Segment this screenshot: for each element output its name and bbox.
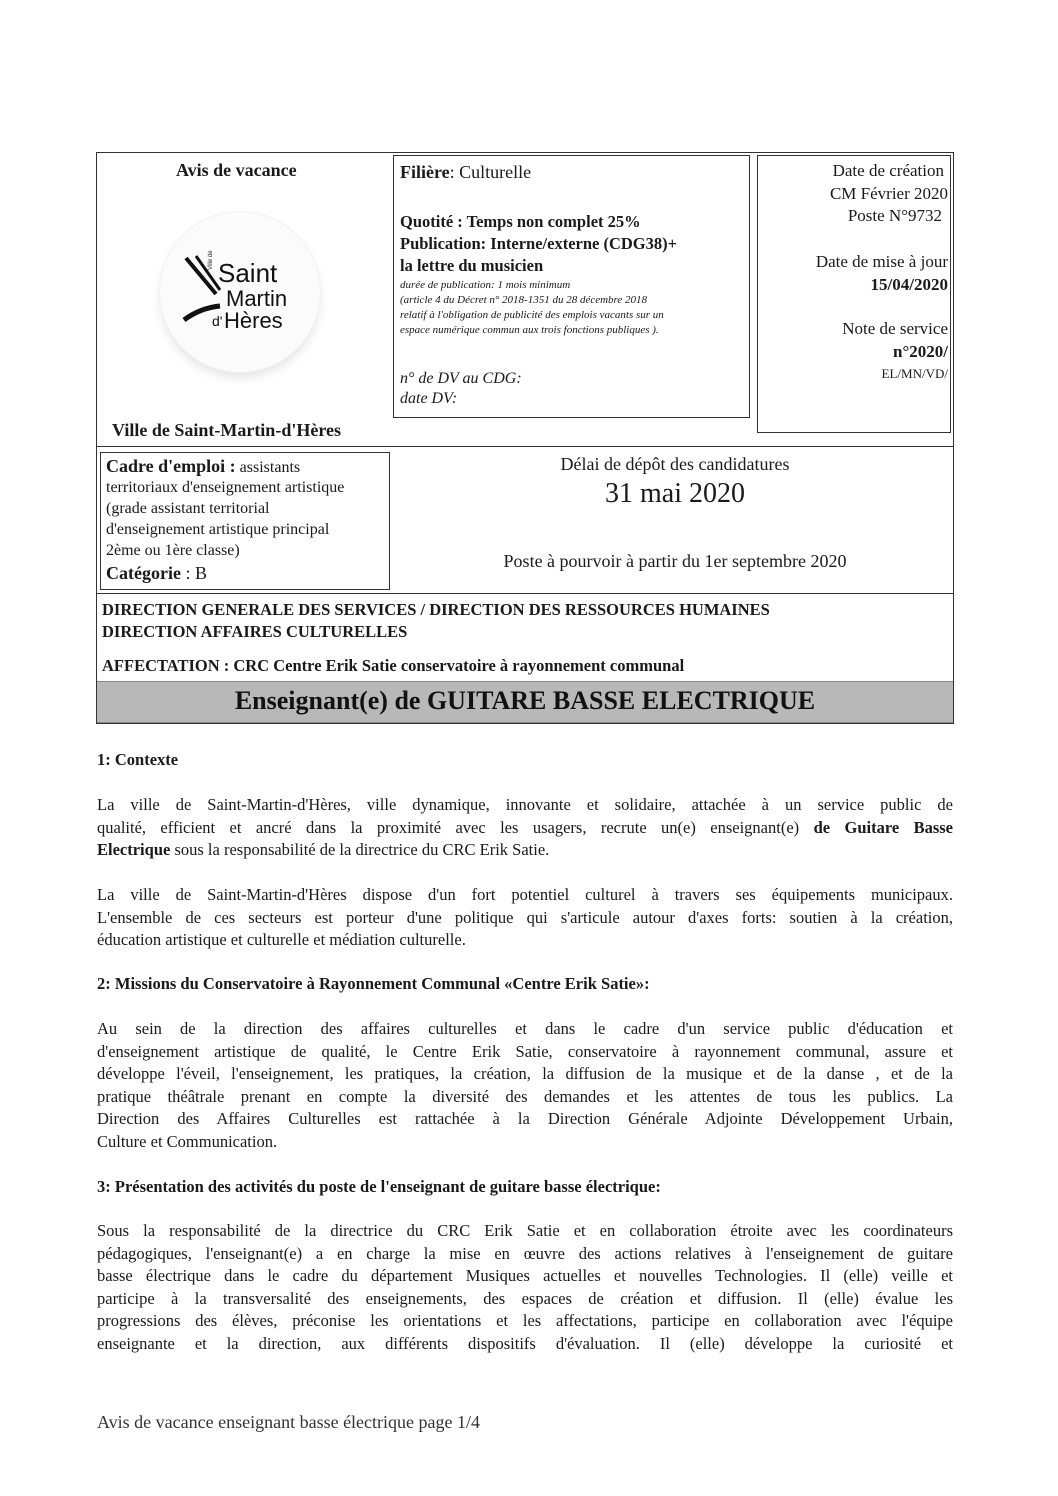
note-ref: EL/MN/VD/ bbox=[881, 366, 948, 381]
dv-cdg: n° de DV au CDG: bbox=[400, 370, 522, 387]
page-footer: Avis de vacance enseignant basse électrique page 1/4 bbox=[97, 1412, 481, 1432]
s1-p1-line-1: La ville de Saint-Martin-d'Hères, ville dynamique, innovante et solidaire, attachée à un service public de bbox=[97, 795, 953, 814]
s1-p1-line-2 bbox=[97, 817, 953, 840]
direction-line-1: DIRECTION GENERALE DES SERVICES / DIRECTION DES RESSOURCES HUMAINES bbox=[102, 600, 770, 619]
note-label: Note de service bbox=[842, 319, 948, 338]
direction-divider bbox=[96, 593, 954, 594]
section-2-title: 2: Missions du Conservatoire à Rayonnement Communal «Centre Erik Satie»: bbox=[97, 974, 650, 993]
section-3-paragraph bbox=[97, 1220, 953, 1355]
s3-line-5: progressions des élèves, préconise les orientations et les affectations, participe en collaboration avec l'équipe bbox=[97, 1311, 953, 1330]
quotite: Quotité : Temps non complet 25% bbox=[400, 212, 641, 231]
creation-value: CM Février 2020 bbox=[829, 184, 948, 203]
cadre-value: assistants bbox=[239, 459, 301, 476]
publication: Publication: Interne/externe (CDG38)+ bbox=[400, 234, 678, 253]
note-value: n°2020/ bbox=[893, 342, 948, 361]
delai-date: 31 mai 2020 bbox=[605, 478, 745, 509]
lettre-musicien: la lettre du musicien bbox=[400, 256, 544, 275]
cadre-line-4: d'enseignement artistique principal bbox=[106, 521, 330, 538]
date-dv: date DV: bbox=[400, 390, 458, 407]
city-name: Ville de Saint-Martin-d'Hères bbox=[112, 420, 341, 440]
categorie-value: : B bbox=[185, 563, 207, 583]
s1-p1-line-2b: de Guitare Basse bbox=[813, 817, 954, 837]
notice-type-title: Avis de vacance bbox=[176, 160, 297, 180]
logo-ville-de: Ville de bbox=[208, 250, 214, 270]
section-1-title: 1: Contexte bbox=[97, 750, 179, 769]
cadre-line-3: (grade assistant territorial bbox=[106, 500, 270, 517]
delai-label: Délai de dépôt des candidatures bbox=[560, 454, 790, 474]
poste-number: Poste N°9732 bbox=[847, 206, 942, 225]
s2-line-6: Culture et Communication. bbox=[97, 1131, 278, 1151]
filiere-line bbox=[400, 162, 531, 183]
section-3-title: 3: Présentation des activités du poste de l'enseignant de guitare basse électrique: bbox=[97, 1177, 661, 1196]
s2-line-5: Direction des Affaires Culturelles est rattachée à la Direction Générale Adjointe Développement Urbain, bbox=[97, 1109, 953, 1128]
s1-p1-line-3b: sous la responsabilité de la directrice du CRC Erik Satie. bbox=[174, 840, 550, 859]
logo-martin: Martin bbox=[226, 286, 288, 311]
s3-line-3: basse électrique dans le cadre du département Musiques actuelles et nouvelles Technologies. Il (elle) veille et bbox=[97, 1266, 953, 1285]
direction-line-2: DIRECTION AFFAIRES CULTURELLES bbox=[102, 622, 408, 641]
categorie-line bbox=[106, 563, 207, 584]
filiere-value: : Culturelle bbox=[449, 162, 532, 182]
logo-dheres: Hères bbox=[224, 308, 283, 333]
filiere-label: Filière bbox=[400, 162, 450, 182]
s2-line-3: développe l'éveil, l'enseignement, les pratiques, la création, la diffusion de la musique et de la danse , et de la bbox=[97, 1064, 953, 1083]
s1-p2-line-1: La ville de Saint-Martin-d'Hères dispose d'un fort potentiel culturel à travers ses équipements municipaux. bbox=[97, 885, 953, 904]
s1-p1-line-2a: qualité, efficient et ancré dans la proximité avec les usagers, recrute un(e) enseignant(e) bbox=[97, 817, 800, 837]
affectation: AFFECTATION : CRC Centre Erik Satie conservatoire à rayonnement communal bbox=[102, 656, 685, 675]
s1-p2-line-3: éducation artistique et culturelle et médiation culturelle. bbox=[97, 930, 466, 949]
categorie-label: Catégorie bbox=[106, 563, 181, 583]
s3-line-1: Sous la responsabilité de la directrice du CRC Erik Satie et en collaboration étroite avec les coordinateurs bbox=[97, 1221, 953, 1240]
duree-publication: durée de publication: 1 mois minimum bbox=[400, 279, 571, 291]
cadre-line-1 bbox=[106, 456, 300, 477]
logo-saint: Saint bbox=[218, 258, 278, 288]
maj-value: 15/04/2020 bbox=[870, 275, 948, 294]
s2-line-2: d'enseignement artistique de qualité, le Centre Erik Satie, conservatoire à rayonnement communal, assure et bbox=[97, 1041, 953, 1061]
s3-line-6: enseignante et la direction, aux différents dispositifs d'évaluation. Il (elle) développe la curiosité et bbox=[97, 1333, 953, 1353]
creation-label: Date de création bbox=[832, 161, 944, 180]
cadre-line-5: 2ème ou 1ère classe) bbox=[106, 542, 240, 559]
poste-start-date: Poste à pourvoir à partir du 1er septembre 2020 bbox=[503, 551, 847, 571]
section-2-paragraph bbox=[97, 1018, 953, 1153]
s1-p1-line-3 bbox=[97, 839, 953, 862]
s2-line-4: pratique théâtrale prenant en compte la diversité des demandes et les attentes de tous les publics. La bbox=[97, 1086, 953, 1106]
section-1-paragraph-2 bbox=[97, 884, 953, 952]
article-line-1: (article 4 du Décret n° 2018-1351 du 28 décembre 2018 bbox=[400, 294, 648, 306]
cadre-line-2: territoriaux d'enseignement artistique bbox=[106, 479, 345, 496]
s1-p2-line-2: L'ensemble de ces secteurs est porteur d'une politique qui s'articule autour d'axes forts: soutien à la création, bbox=[97, 907, 953, 927]
section-1-paragraph-1 bbox=[97, 794, 953, 862]
header-divider bbox=[96, 446, 954, 447]
maj-label: Date de mise à jour bbox=[815, 252, 948, 271]
cadre-label: Cadre d'emploi : bbox=[106, 456, 236, 476]
s2-line-1: Au sein de la direction des affaires culturelles et dans le cadre d'un service public d'éducation et bbox=[97, 1019, 953, 1038]
city-logo bbox=[160, 212, 320, 372]
logo-dheres-prefix: d' bbox=[212, 313, 223, 329]
s1-p1-line-3a: Electrique bbox=[97, 840, 171, 859]
article-line-3: espace numérique commun aux trois fonctions publiques ). bbox=[400, 324, 659, 336]
job-title: Enseignant(e) de GUITARE BASSE ELECTRIQUE bbox=[234, 686, 816, 715]
article-line-2: relatif à l'obligation de publicité des emplois vacants sur un bbox=[400, 309, 664, 321]
s3-line-2: pédagogiques, l'enseignant(e) a en charge la mise en œuvre des actions relatives à l'enseignement de guitare bbox=[97, 1243, 953, 1263]
s3-line-4: participe à la transversalité des enseignements, des espaces de création et diffusion. Il (elle) évalue les bbox=[97, 1288, 953, 1308]
